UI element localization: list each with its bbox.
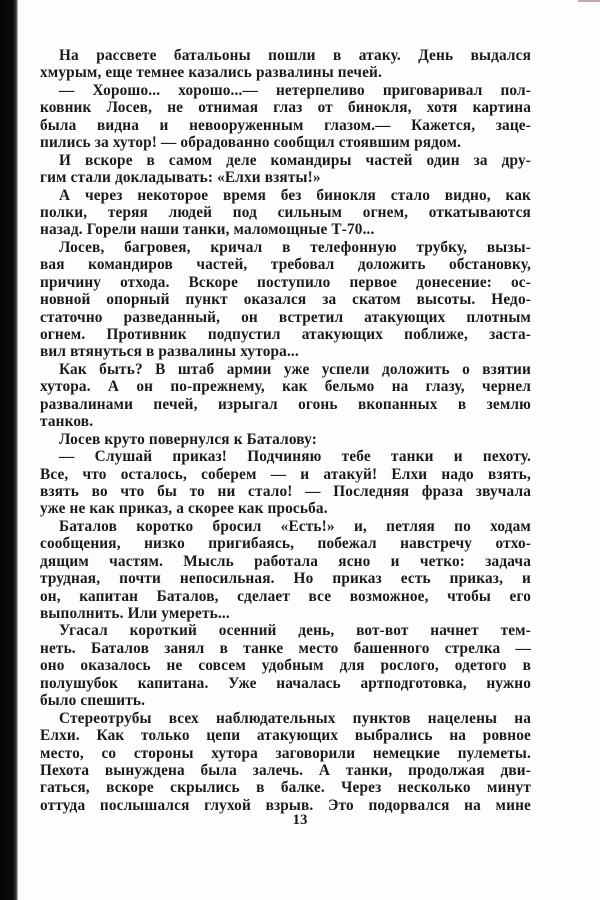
paragraph bbox=[40, 431, 531, 448]
text-line: танков. bbox=[40, 413, 94, 431]
text-line: причину отхода. Вскоре поступило первое донесение: ос- bbox=[40, 273, 531, 291]
text-line: Все, что осталось, соберем — и атакуй! Елхи надо взять, bbox=[40, 465, 531, 483]
text-line: развалинами печей, изрыгал огонь вкопанных в землю bbox=[40, 395, 531, 413]
text-line: взять во что бы то ни стало! — Последняя фраза звучала bbox=[40, 482, 531, 500]
text-line: дящим частям. Мысль работала ясно и четко: задача bbox=[40, 552, 531, 570]
text-line: гаться, вскоре скрылись в балке. Через несколько минут bbox=[40, 779, 531, 797]
paragraph bbox=[40, 518, 531, 623]
text-line: Лосев, багровея, кричал в телефонную трубку, вызы- bbox=[59, 238, 531, 256]
text-line: полки, теряя людей под сильным огнем, откатываются bbox=[40, 203, 531, 221]
text-line: — Слушай приказ! Подчиняю тебе танки и пехоту. bbox=[59, 448, 531, 466]
paragraph bbox=[40, 239, 531, 361]
text-line: назад. Горели наши танки, маломощные Т-70... bbox=[40, 221, 375, 239]
paragraph bbox=[40, 152, 531, 187]
text-line: вил втянуться в развалины хутора... bbox=[40, 343, 299, 361]
book-page-text bbox=[40, 47, 531, 814]
text-line: вая командиров частей, требовал доложить обстановку, bbox=[40, 256, 531, 274]
page-number: 13 bbox=[292, 812, 308, 828]
text-line: оно оказалось не совсем удобным для рослого, одетого в bbox=[40, 657, 531, 675]
text-line: Стереотрубы всех наблюдательных пунктов нацелены на bbox=[59, 709, 531, 727]
paragraph bbox=[40, 47, 531, 82]
text-line: Баталов коротко бросил «Есть!» и, петляя по ходам bbox=[59, 517, 531, 535]
text-line: хмурым, еще темнее казались развалины печей. bbox=[40, 64, 382, 82]
book-binding-edge bbox=[0, 0, 18, 900]
paragraph bbox=[40, 710, 531, 815]
text-line: гим стали докладывать: «Елхи взяты!» bbox=[40, 169, 321, 187]
paragraph bbox=[40, 622, 531, 709]
text-line: выполнить. Или умереть... bbox=[40, 605, 230, 622]
text-line: Как быть? В штаб армии уже успели доложить о взятии bbox=[59, 360, 531, 378]
scan-artifact bbox=[578, 0, 600, 2]
text-line: На рассвете батальоны пошли в атаку. День выдался bbox=[59, 47, 531, 64]
text-line: новной опорный пункт оказался за скатом высоты. Недо- bbox=[40, 291, 531, 309]
text-line: место, со стороны хутора заговорили немецкие пулеметы. bbox=[40, 744, 531, 762]
text-line: статочно разведанный, он встретил атакующих плотным bbox=[40, 308, 531, 326]
paragraph bbox=[40, 82, 531, 152]
text-line: неть. Баталов занял в танке место башенного стрелка — bbox=[40, 639, 531, 657]
text-line: огнем. Противник подпустил атакующих поближе, заста- bbox=[40, 326, 531, 343]
text-line: была видна и невооруженным глазом.— Кажется, заце- bbox=[40, 116, 531, 134]
text-line: А через некоторое время без бинокля стало видно, как bbox=[59, 186, 531, 204]
text-line: Елхи. Как только цепи атакующих выбрались на ровное bbox=[40, 727, 531, 745]
text-line: уже не как приказ, а скорее как просьба. bbox=[40, 500, 328, 518]
paragraph bbox=[40, 187, 531, 239]
text-line: хутора. А он по-прежнему, как бельмо на глазу, чернел bbox=[40, 378, 531, 396]
text-line: Угасал короткий осенний день, вот-вот начнет тем- bbox=[59, 622, 531, 640]
text-line: он, капитан Баталов, сделает все возможное, чтобы его bbox=[40, 587, 531, 605]
text-line: Пехота вынуждена была залечь. А танки, продолжая дви- bbox=[40, 761, 531, 779]
text-line: полушубок капитана. Уже началась артподготовка, нужно bbox=[40, 674, 531, 692]
text-line: сообщения, низко пригибаясь, побежал навстречу отхо- bbox=[40, 535, 531, 553]
text-line: оттуда послышался глухой взрыв. Это подорвался на мине bbox=[40, 796, 531, 814]
paragraph bbox=[40, 361, 531, 431]
text-line: ковник Лосев, не отнимая глаз от бинокля, хотя картина bbox=[40, 99, 531, 117]
text-line: было спешить. bbox=[40, 692, 146, 710]
text-line: И вскоре в самом деле командиры частей один за дру- bbox=[59, 151, 531, 169]
text-line: пились за хутор! — обрадованно сообщил стоявшим рядом. bbox=[40, 134, 462, 152]
text-line: — Хорошо... хорошо...— нетерпеливо приговаривал пол- bbox=[59, 81, 531, 99]
paragraph bbox=[40, 448, 531, 518]
text-line: Лосев круто повернулся к Баталову: bbox=[59, 430, 317, 448]
text-line: трудная, почти непосильная. Но приказ есть приказ, и bbox=[40, 570, 531, 588]
